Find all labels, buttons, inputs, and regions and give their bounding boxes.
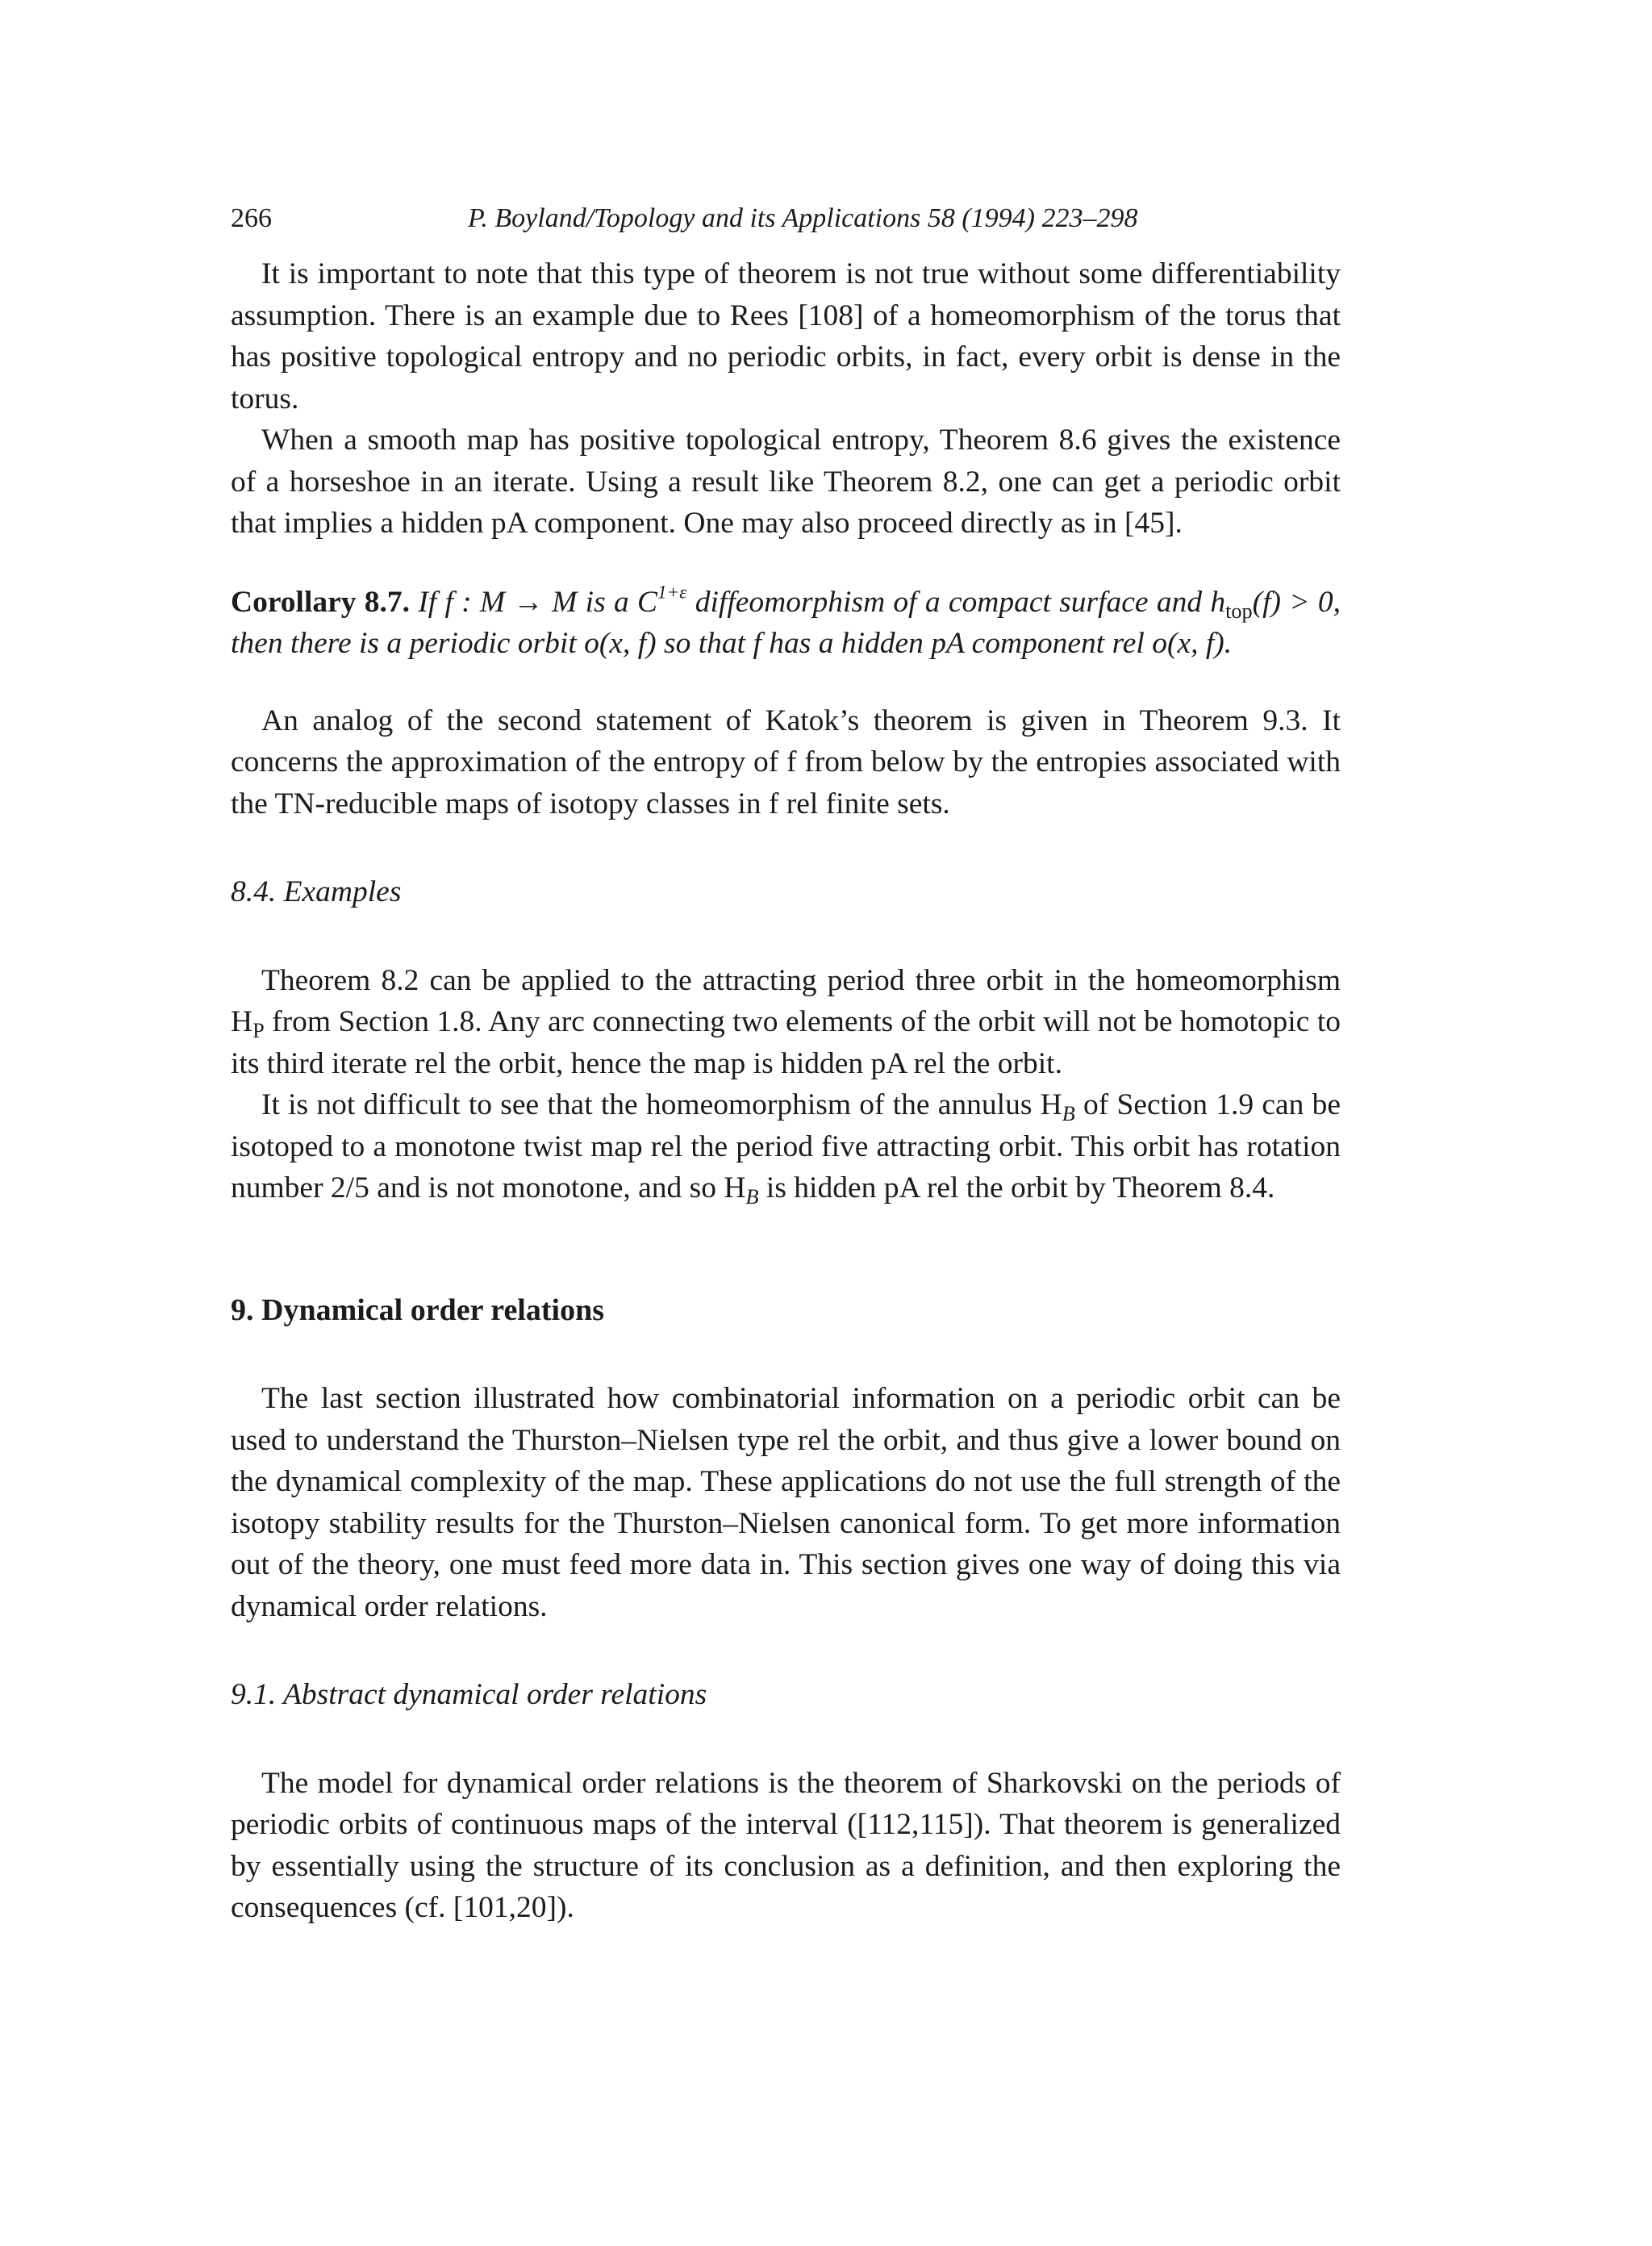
paragraph-theorem-8-2-example: Theorem 8.2 can be applied to the attracting period three orbit in the homeomorphism $H_P$ from Section 1.8. Any arc connecting two elements of the orbit will not be homotopic to its third iterate rel the orbit, hence the map is hidden pA rel the orbit. (231, 963, 1341, 1080)
page-body (231, 253, 1341, 1929)
corollary-statement: If f : M → M is a $C^{1+\varepsilon}$ diffeomorphism of a compact surface and $h_{top}(f) > 0$, then there is a periodic orbit o(x, f) so that f has a hidden pA component rel o(x, f). (231, 581, 1341, 660)
corollary-label: Corollary 8.7. (231, 585, 411, 619)
page-number: 266 (231, 203, 272, 233)
paragraph-annulus-example: It is not difficult to see that the homeomorphism of the annulus $H_B$ of Section 1.9 can be isotoped to a monotone twist map rel the period five attracting orbit. This orbit has rotation number 2/5 and is not monotone, and so $H_B$ is hidden pA rel the orbit by Theorem 8.4. (231, 1088, 1341, 1209)
paragraph-sharkovski: The model for dynamical order relations is the theorem of Sharkovski on the periods of periodic orbits of continuous maps of the interval ([112,115]). That theorem is generalized by essentially using the structure of its conclusion as a definition, and then exploring the consequences (cf. [101,20]). (231, 1766, 1341, 1924)
subsection-heading-examples: 8.4. Examples (231, 875, 402, 908)
paragraph-section-9-intro: The last section illustrated how combinatorial information on a periodic orbit can be used to understand the Thurston–Nielsen type rel the orbit, and thus give a lower bound on the dynamical complexity of the map. These applications do not use the full strength of the isotopy stability results for the Thurston–Nielsen canonical form. To get more information out of the theory, one must feed more data in. This section gives one way of doing this via dynamical order relations. (231, 1382, 1341, 1623)
paragraph-katok-analog: An analog of the second statement of Katok’s theorem is given in Theorem 9.3. It concerns the approximation of the entropy of f from below by the entropies associated with the TN-reducible maps of isotopy classes in f rel finite sets. (231, 703, 1341, 820)
running-head: P. Boyland/Topology and its Applications 58 (1994) 223–298 (468, 203, 1138, 233)
paragraph-smooth-map: When a smooth map has positive topological entropy, Theorem 8.6 gives the existence of a horseshoe in an iterate. Using a result like Theorem 8.2, one can get a periodic orbit that implies a hidden pA component. One may also proceed directly as in [45]. (231, 424, 1341, 540)
subsection-heading-abstract-order: 9.1. Abstract dynamical order relations (231, 1678, 707, 1711)
section-heading-dynamical-order: 9. Dynamical order relations (231, 1292, 604, 1327)
page-header (231, 203, 1341, 240)
paragraph-differentiability: It is important to note that this type of theorem is not true without some differentiability assumption. There is an example due to Rees [108] of a homeomorphism of the torus that has positive topological entropy and no periodic orbits, in fact, every orbit is dense in the torus. (231, 257, 1341, 415)
corollary-8-7 (231, 582, 1341, 665)
